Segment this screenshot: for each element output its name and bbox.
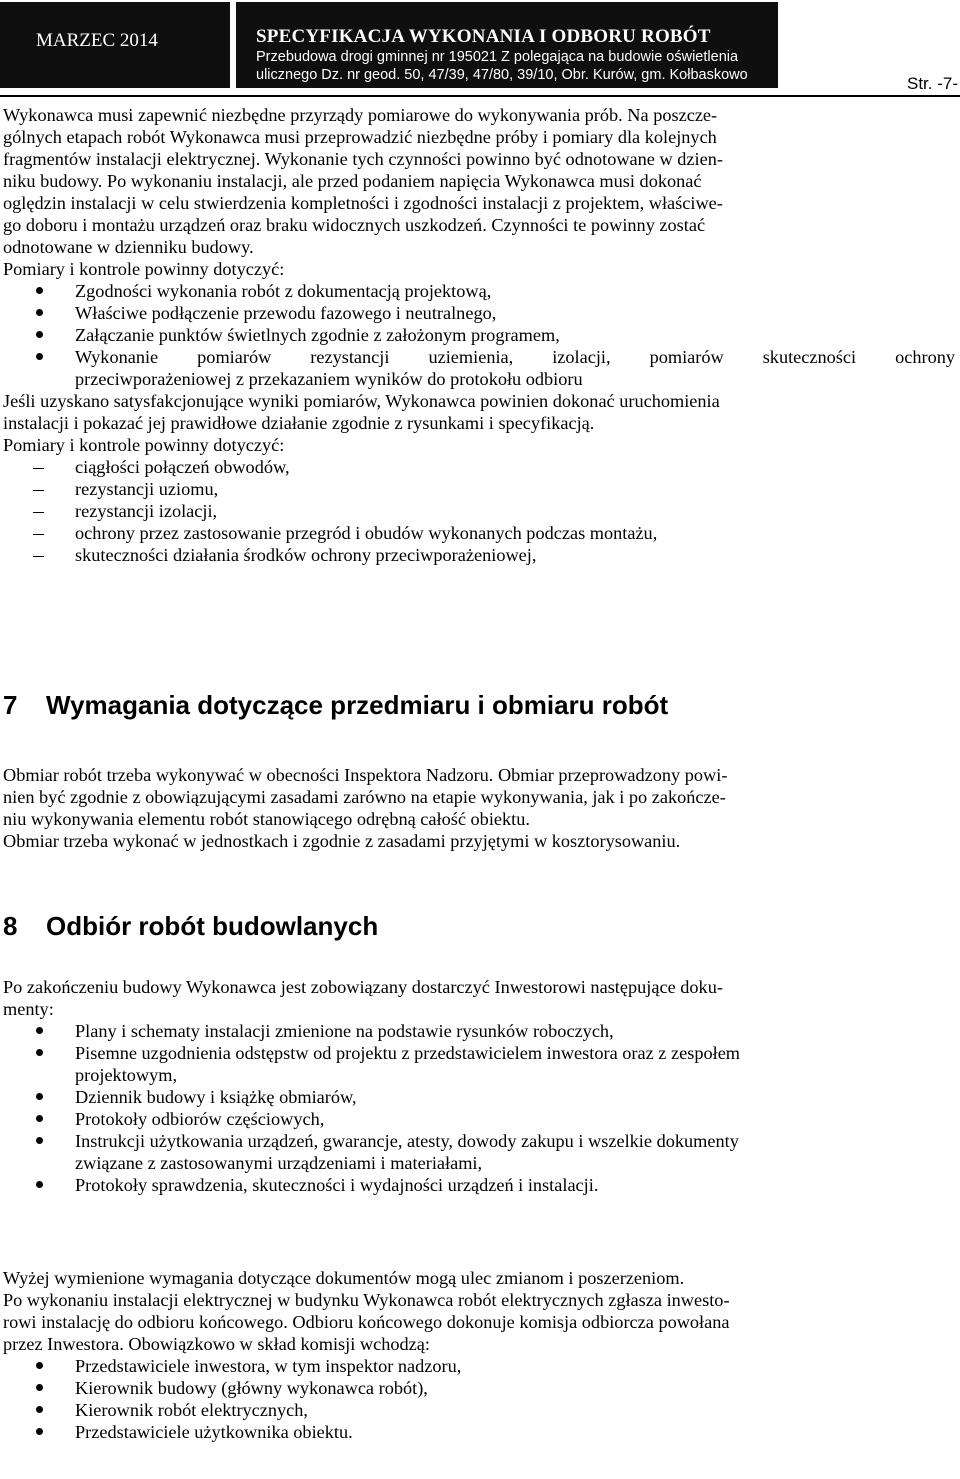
section-8-intro (3, 976, 955, 1020)
text-line: menty: (3, 999, 54, 1019)
text-line: Obmiar trzeba wykonać w jednostkach i zgodnie z zasadami przyjętymi w kosztorysowaniu. (3, 831, 681, 851)
text-line: niu wykonywania elementu robót stanowiącego odrębną całość obiektu. (3, 809, 530, 829)
bullet-icon (36, 1384, 43, 1391)
section-8-heading (3, 911, 378, 941)
bullet-icon (36, 1181, 43, 1188)
list-item: rezystancji izolacji, (3, 500, 955, 522)
measurements-bullet-list (3, 280, 955, 390)
text-line: nien być zgodnie z obowiązującymi zasadami zarówno na etapie wykonywania, jak i po zakończe- (3, 787, 726, 807)
bullet-icon (36, 1093, 43, 1100)
dash-icon (33, 490, 44, 491)
text-line: Wyżej wymienione wymagania dotyczące dokumentów mogą ulec zmianom i poszerzeniom. (3, 1268, 685, 1288)
text-line: go doboru i montażu urządzeń oraz braku widocznych uszkodzeń. Czynności te powinny zostać (3, 215, 706, 235)
dash-icon (33, 512, 44, 513)
list-item: Instrukcji użytkowania urządzeń, gwarancje, atesty, dowody zakupu i wszelkie dokumenty związane z zastosowanymi urządzeniami i materiałami, (3, 1130, 955, 1174)
text-line: oględzin instalacji w celu stwierdzenia kompletności i zgodności instalacji z projektem, właściwe- (3, 193, 723, 213)
text-line: Jeśli uzyskano satysfakcjonujące wyniki pomiarów, Wykonawca powinien dokonać uruchomienia (3, 391, 720, 411)
list-item: Załączanie punktów świetlnych zgodnie z założonym programem, (3, 324, 955, 346)
bullet-icon (36, 1049, 43, 1056)
page-number: Str. -7- (907, 74, 959, 93)
list-item: ochrony przez zastosowanie przegród i obudów wykonanych podczas montażu, (3, 522, 955, 544)
text-line: instalacji i pokazać jej prawidłowe działanie zgodnie z rysunkami i specyfikacją. (3, 413, 595, 433)
text-line: Po wykonaniu instalacji elektrycznej w budynku Wykonawca robót elektrycznych zgłasza inwesto- (3, 1290, 730, 1310)
section-7-paragraph (3, 764, 955, 852)
list-item: Pisemne uzgodnienia odstępstw od projektu z przedstawicielem inwestora oraz z zespołem projektowym, (3, 1042, 955, 1086)
list-item: Przedstawiciele inwestora, w tym inspektor nadzoru, (3, 1355, 955, 1377)
text-line: Wykonawca musi zapewnić niezbędne przyrządy pomiarowe do wykonywania prób. Na poszcze- (3, 105, 718, 125)
header-title-block (236, 2, 778, 88)
text-line: gólnych etapach robót Wykonawca musi przeprowadzić niezbędne próby i pomiary dla kolejnych (3, 127, 717, 147)
list-item: Kierownik robót elektrycznych, (3, 1399, 955, 1421)
section-7-title: Wymagania dotyczące przedmiaru i obmiaru robót (46, 690, 669, 720)
bullet-icon (36, 1406, 43, 1413)
bullet-icon (36, 287, 43, 294)
text-line: fragmentów instalacji elektrycznej. Wykonanie tych czynności powinno być odnotowane w dzien- (3, 149, 723, 169)
commission-bullet-list (3, 1355, 955, 1443)
bullet-icon (36, 1362, 43, 1369)
measurements-dash-list (3, 456, 955, 566)
documents-bullet-list (3, 1020, 955, 1196)
intro-block (3, 104, 955, 566)
section-8-body (3, 976, 955, 1196)
section-7-heading (3, 690, 668, 720)
header-divider (0, 95, 960, 97)
dash-icon (33, 468, 44, 469)
list-item: Przedstawiciele użytkownika obiektu. (3, 1421, 955, 1443)
bullet-icon (36, 309, 43, 316)
section-8-number: 8 (3, 911, 18, 941)
text-line: Obmiar robót trzeba wykonywać w obecności Inspektora Nadzoru. Obmiar przeprowadzony powi- (3, 765, 728, 785)
page-header (0, 0, 960, 95)
section-7-body (3, 764, 955, 852)
header-subtitle-line2: ulicznego Dz. nr geod. 50, 47/39, 47/80, 39/10, Obr. Kurów, gm. Kołbaskowo (256, 67, 748, 83)
bullet-icon (36, 1115, 43, 1122)
dash-icon (33, 534, 44, 535)
list-item: ciągłości połączeń obwodów, (3, 456, 955, 478)
section-7-number: 7 (3, 690, 18, 720)
list-item: Wykonanie pomiarów rezystancji uziemienia, izolacji, pomiarów skuteczności ochrony przeciwporażeniowej z przekazaniem wyników do protokołu odbioru (3, 346, 955, 390)
after-measurements-paragraph (3, 390, 955, 434)
measurements-lead: Pomiary i kontrole powinny dotyczyć: (3, 259, 285, 279)
text-line: Po zakończeniu budowy Wykonawca jest zobowiązany dostarczyć Inwestorowi następujące doku- (3, 977, 723, 997)
header-date: MARZEC 2014 (0, 2, 230, 88)
text-line: przez Inwestora. Obowiązkowo w skład komisji wchodzą: (3, 1334, 430, 1354)
header-title: SPECYFIKACJA WYKONANIA I ODBORU ROBÓT (256, 26, 711, 47)
bullet-icon (36, 353, 43, 360)
list-item: Protokoły odbiorów częściowych, (3, 1108, 955, 1130)
bullet-icon (36, 1428, 43, 1435)
bullet-icon (36, 1027, 43, 1034)
list-item: Plany i schematy instalacji zmienione na podstawie rysunków roboczych, (3, 1020, 955, 1042)
list-item: rezystancji uziomu, (3, 478, 955, 500)
text-line: niku budowy. Po wykonaniu instalacji, ale przed podaniem napięcia Wykonawca musi dokonać (3, 171, 702, 191)
list-item: Kierownik budowy (główny wykonawca robót), (3, 1377, 955, 1399)
list-item: Zgodności wykonania robót z dokumentacją projektową, (3, 280, 955, 302)
list-item: skuteczności działania środków ochrony przeciwporażeniowej, (3, 544, 955, 566)
section-8-closing (3, 1267, 955, 1443)
intro-paragraph (3, 104, 955, 258)
list-item: Właściwe podłączenie przewodu fazowego i neutralnego, (3, 302, 955, 324)
bullet-icon (36, 1137, 43, 1144)
header-subtitle-line1: Przebudowa drogi gminnej nr 195021 Z polegająca na budowie oświetlenia (256, 49, 739, 65)
text-line: rowi instalację do odbioru końcowego. Odbioru końcowego dokonuje komisja odbiorcza powołana (3, 1312, 730, 1332)
text-line: odnotowane w dzienniku budowy. (3, 237, 254, 257)
dash-icon (33, 556, 44, 557)
closing-paragraph (3, 1267, 955, 1355)
list-item: Dziennik budowy i książkę obmiarów, (3, 1086, 955, 1108)
section-8-title: Odbiór robót budowlanych (46, 911, 379, 941)
bullet-icon (36, 331, 43, 338)
list-item: Protokoły sprawdzenia, skuteczności i wydajności urządzeń i instalacji. (3, 1174, 955, 1196)
measurements-lead-2: Pomiary i kontrole powinny dotyczyć: (3, 435, 285, 455)
